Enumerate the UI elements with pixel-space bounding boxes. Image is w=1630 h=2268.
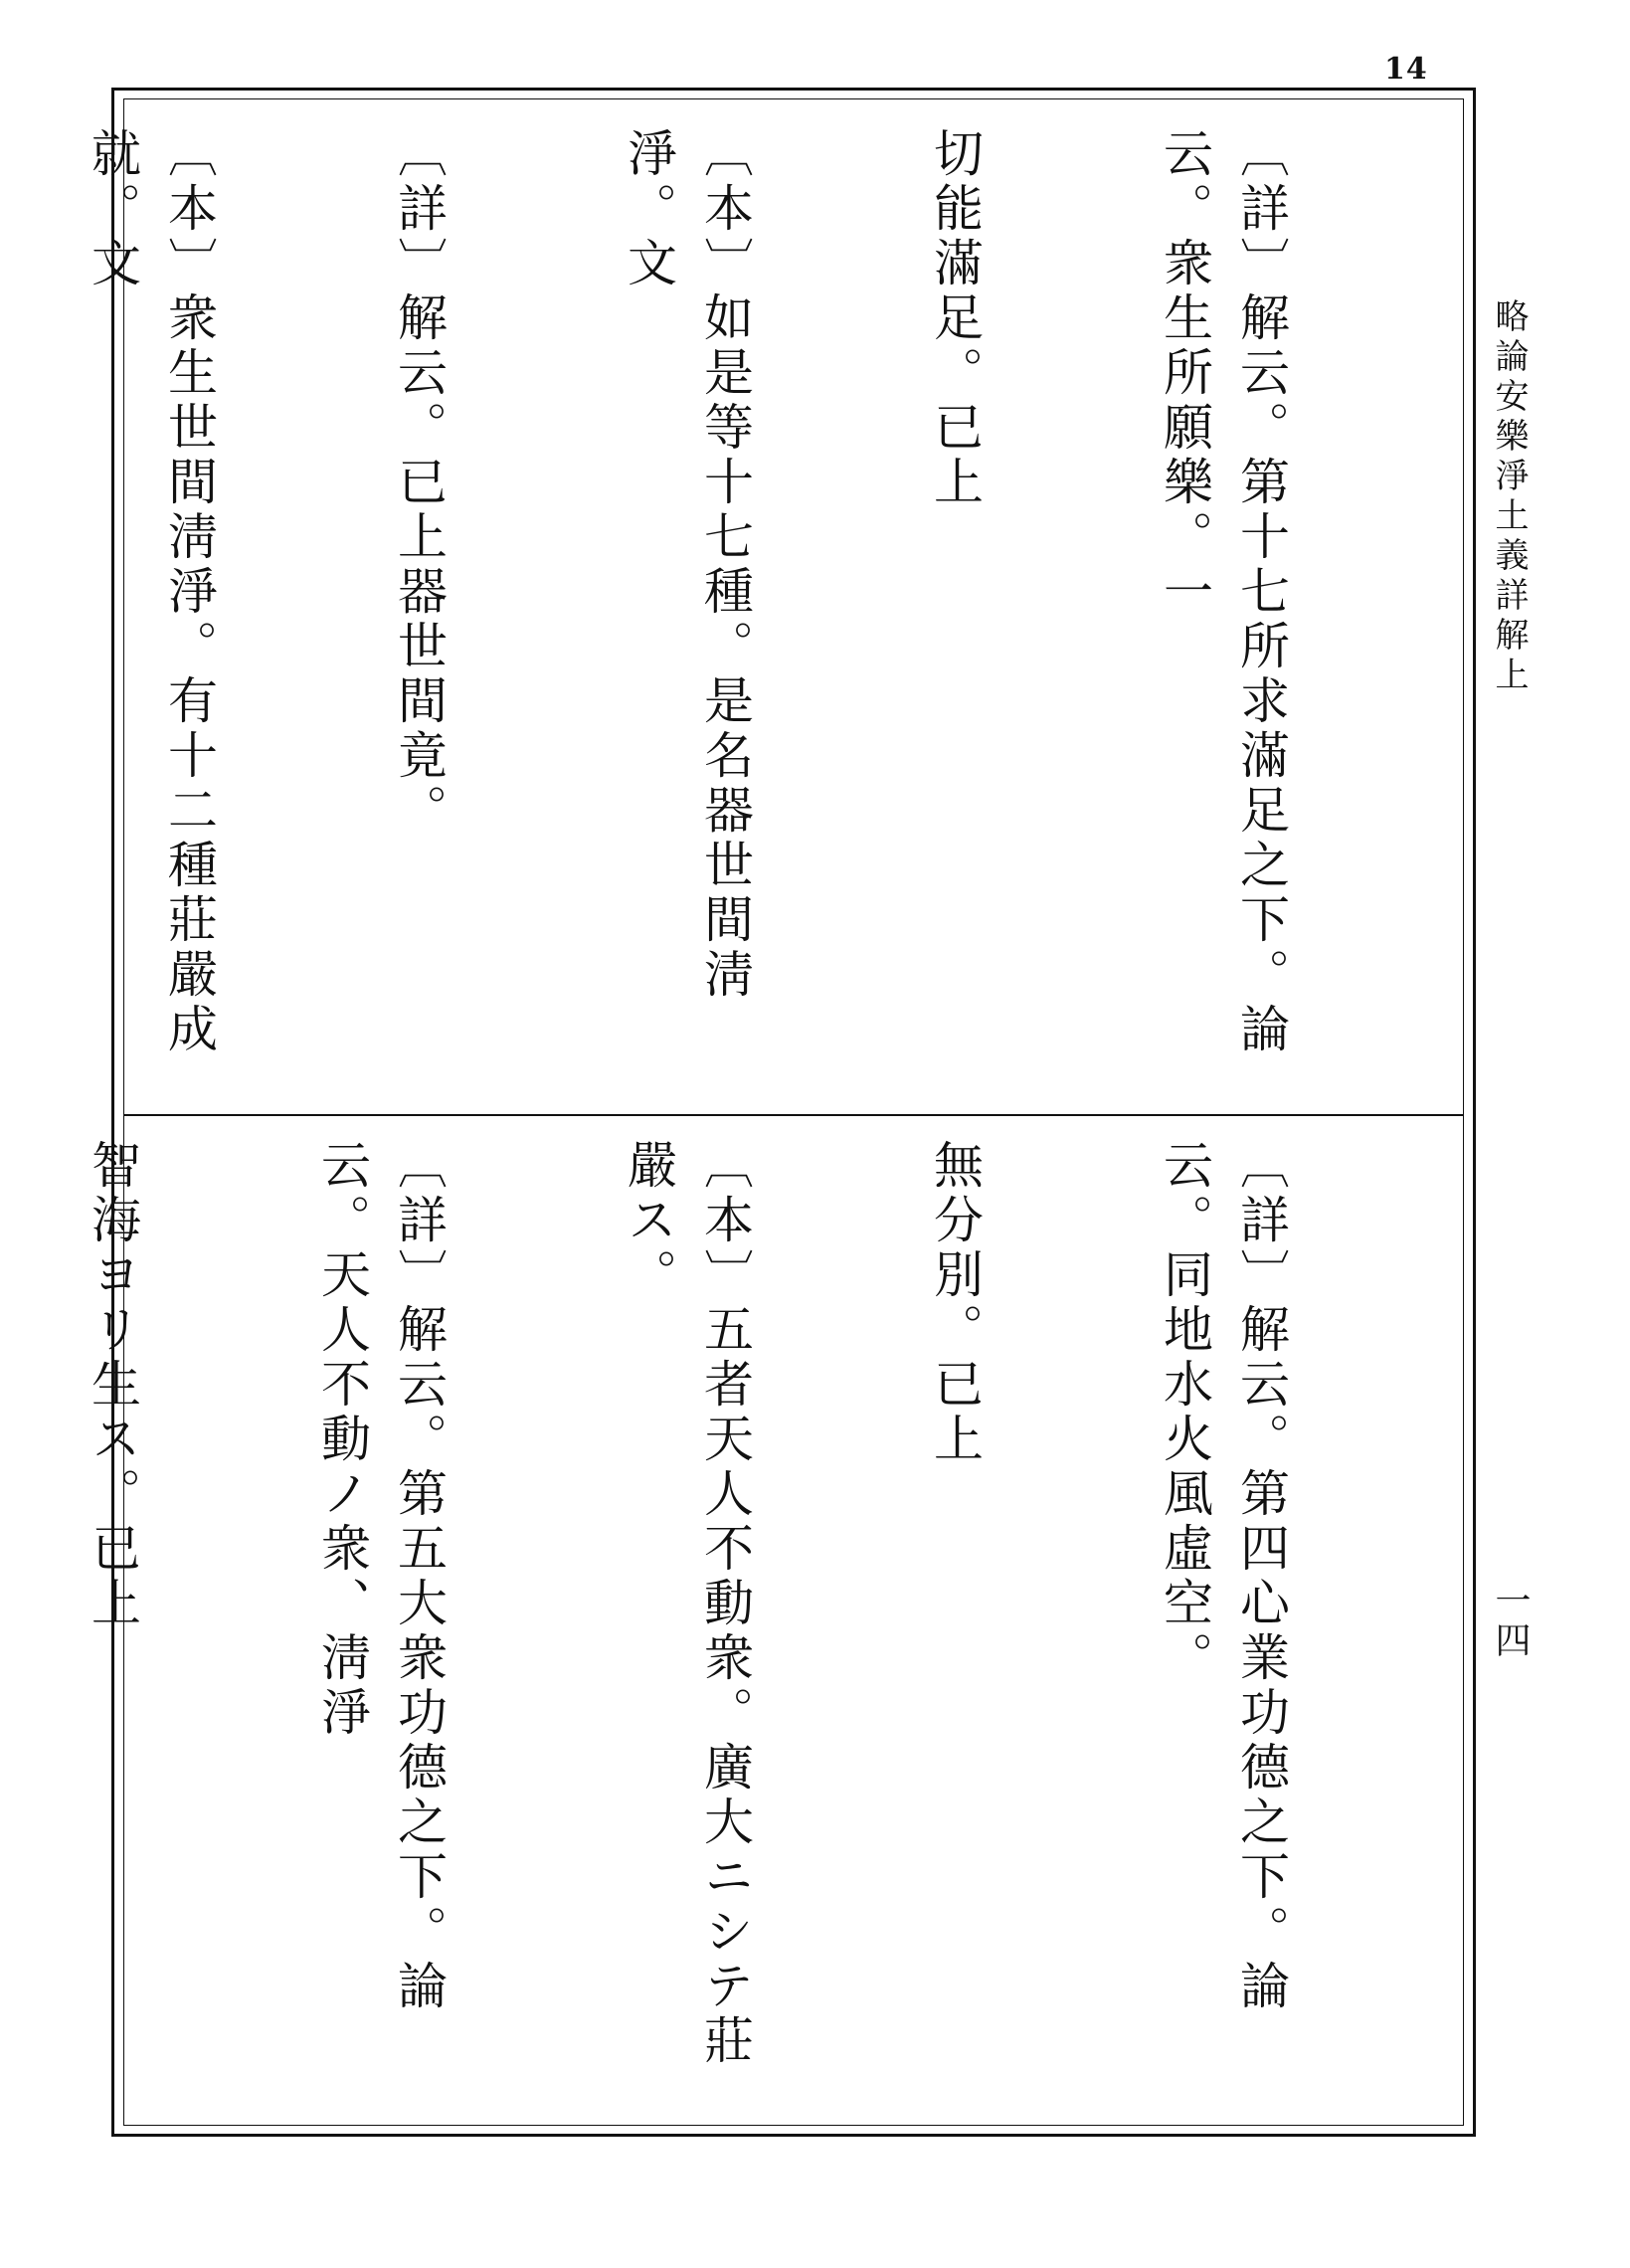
- text-column: 〔詳〕解云。第十七所求滿足之下。論云。衆生所願樂。一: [1156, 127, 1290, 1057]
- text-column: 〔本〕衆生世間淸淨。有十二種莊嚴成就。文: [84, 127, 218, 1057]
- text-column: 無分別。已上: [926, 1139, 984, 1467]
- text-column: 〔詳〕解云。第五大衆功德之下。論云。天人不動ノ衆、淸淨: [313, 1139, 448, 2014]
- bottom-text-panel: [84, 1139, 1452, 2109]
- text-column: 〔本〕五者天人不動衆。廣大ニシテ莊嚴ス。: [620, 1139, 754, 2069]
- top-text-panel: [84, 127, 1452, 1097]
- text-column: 切能滿足。已上: [926, 127, 984, 510]
- margin-page-number: 一四: [1490, 1582, 1531, 1661]
- running-title: 略論安樂淨土義詳解上: [1489, 298, 1529, 696]
- text-column: 〔本〕如是等十七種。是名器世間淸淨。文: [620, 127, 754, 1003]
- section-divider: [123, 1114, 1464, 1116]
- text-column: 智海ヨリ生ス。已上: [84, 1139, 141, 1631]
- text-column: 〔詳〕解云。已上器世間竟。: [390, 127, 448, 839]
- page-number: 14: [1384, 52, 1428, 87]
- text-column: 〔詳〕解云。第四心業功德之下。論云。同地水火風虛空。: [1156, 1139, 1290, 2014]
